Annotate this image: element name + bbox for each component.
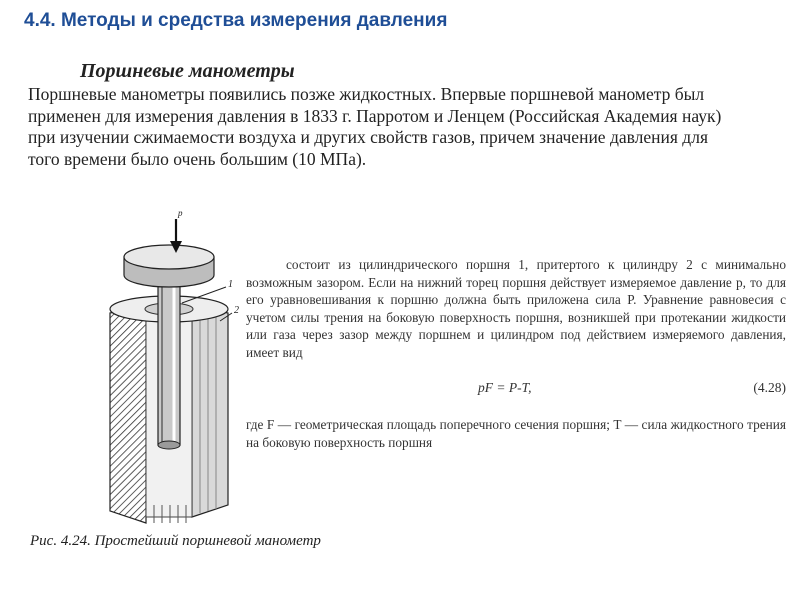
label-2: 2: [234, 305, 239, 316]
piston-disk-top: [124, 245, 214, 269]
label-p: p: [178, 208, 183, 218]
equation: pF = P-T,: [478, 380, 532, 395]
cylinder-wall-right: [192, 305, 228, 517]
definitions-paragraph: где F — геометрическая площадь поперечного сечения поршня; T — сила жидкостного трения на боковую поверхность поршня: [246, 417, 786, 450]
section-heading: Поршневые манометры: [80, 60, 295, 82]
equation-row: [246, 380, 786, 400]
equation-number: (4.28): [753, 380, 786, 395]
piston-manometer-figure: [88, 205, 258, 525]
figure-caption: Рис. 4.24. Простейший поршневой манометр: [30, 533, 321, 549]
intro-paragraph: Поршневые манометры появились позже жидкостных. Впервые поршневой манометр был применен для измерения давления в 1833 г. Парротом и Ленцем (Российская Академия наук) при изучении сжимаемости воздуха и других свойств газов, причем значение давления для того времени было очень большим (10 МПа).: [28, 84, 722, 169]
piston-manometer-drawing: [88, 205, 258, 525]
cylinder-wall-left: [110, 305, 146, 523]
label-1: 1: [228, 279, 233, 290]
description-paragraph: состоит из цилиндрического поршня 1, притертого к цилиндру 2 с минимально возможным зазором. Если на нижний торец поршня действует измеряемое давление p, то для его уравновешивания к поршню должна быть приложена сила P. Уравнение равновесия с учетом силы трения на боковую поверхность поршня, возникшей при протекании жидкости или газа через зазор между поршнем и цилиндром под действием измеряемого давления, имеет вид: [246, 257, 786, 360]
slide-title: 4.4. Методы и средства измерения давления: [24, 10, 448, 31]
